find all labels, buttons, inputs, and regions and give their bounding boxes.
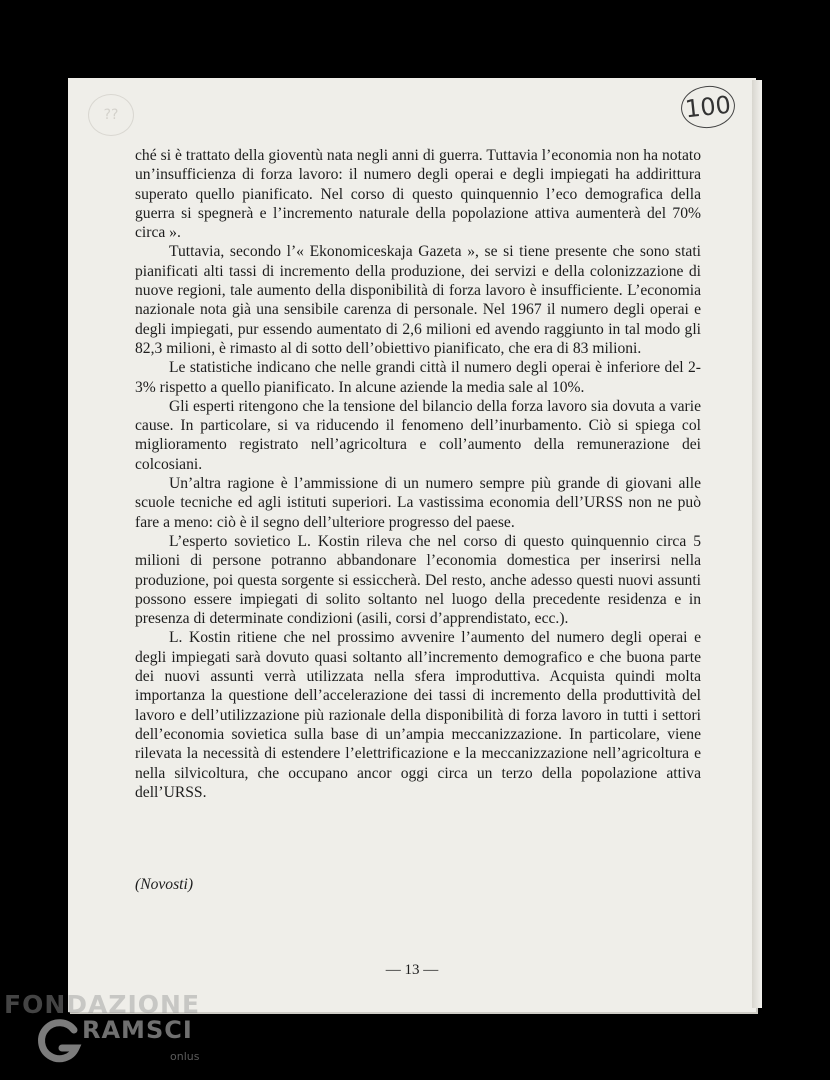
watermark-line2: RAMSCI [82,1016,193,1044]
paragraph-5: Un’altra ragione è l’ammissione di un numero sempre più grande di giovani alle scuole tecniche ed agli istituti superiori. La vastissima economia dell’URSS non ne può fare a meno: ciò è il segno dell’ulteriore progresso del paese. [135,475,701,531]
watermark-line1: FONDAZIONE [4,990,201,1019]
paragraph-6: L’esperto sovietico L. Kostin rileva che nel corso di questo quinquennio circa 5 milioni di persone potranno abbandonare l’economia domestica per inserirsi nella produzione, poi questa sorgente si essiccherà. Del resto, anche adesso questi nuovi assunti possono essere impiegati di solito soltanto nel luogo della precedente residenza e in presenza di determinate condizioni (asili, corsi d’apprendistato, ecc.). [135,532,701,628]
paragraph-3: Le statistiche indicano che nelle grandi città il numero degli operai è inferiore del 2-3% rispetto a quello pianificato. In alcune aziende la media sale al 10%. [135,359,701,396]
paragraph-4: Gli esperti ritengono che la tensione del bilancio della forza lavoro sia dovuta a varie cause. In particolare, si va riducendo il fenomeno dell’inurbamento. Ciò si spiega col miglioramento registrato nell’agricoltura e coll’aumento della remunerazione dei colcosiani. [135,397,701,473]
watermark-line3: onlus [170,1050,200,1063]
gramsci-g-logo-icon [34,1018,84,1068]
paragraph-2: Tuttavia, secondo l’« Ekonomiceskaja Gazeta », se si tiene presente che sono stati pianificati alti tassi di incremento della produzione, dei servizi e della colonizzazione di nuove regioni, tale aumento della disponibilità di forza lavoro è insufficiente. L’economia nazionale nota già una sensibile carenza di personale. Nel 1967 il numero degli operai e degli impiegati, pur essendo aumentato di 2,6 milioni ed avendo raggiunto in tal modo gli 82,3 milioni, è rimasto al di sotto dell’obiettivo pianificato, che era di 83 milioni. [135,243,701,357]
document-page [68,78,756,1012]
source-credit: (Novosti) [135,876,194,893]
paragraph-7: L. Kostin ritiene che nel prossimo avvenire l’aumento del numero degli operai e degli impiegati sarà dovuto quasi soltanto all’incremento demografico e che buona parte dei nuovi assunti verrà utilizzata nella sfera improduttiva. Acquista quindi molta importanza la questione dell’accelerazione dei tassi di incremento della produttività del lavoro e dell’utilizzazione più razionale della disponibilità di forza lavoro in tutti i settori dell’economia sovietica sulla base di un’ampia meccanizzazione. In particolare, viene rilevata la necessità di estendere l’elettrificazione e la meccanizzazione nell’agricoltura e nella silvicoltura, che occupano ancor oggi circa un terzo della popolazione attiva dell’URSS. [135,629,701,801]
page-edge [752,80,762,1008]
paragraph-1: ché si è trattato della gioventù nata negli anni di guerra. Tuttavia l’economia non ha notato un’insufficienza di forza lavoro: il numero degli operai e degli impiegati ha addirittura superato quello pianificato. Nel corso di questo quinquennio l’eco demografica della guerra si spegnerà e l’incremento naturale della popolazione attiva aumenterà del 70% circa ». [135,147,701,242]
article-body [135,146,701,802]
page-number: — 13 — [385,962,439,978]
faded-stamp: ?? [88,94,134,136]
fondazione-gramsci-watermark [4,988,214,1078]
handwritten-archive-number: 100 [679,83,737,130]
